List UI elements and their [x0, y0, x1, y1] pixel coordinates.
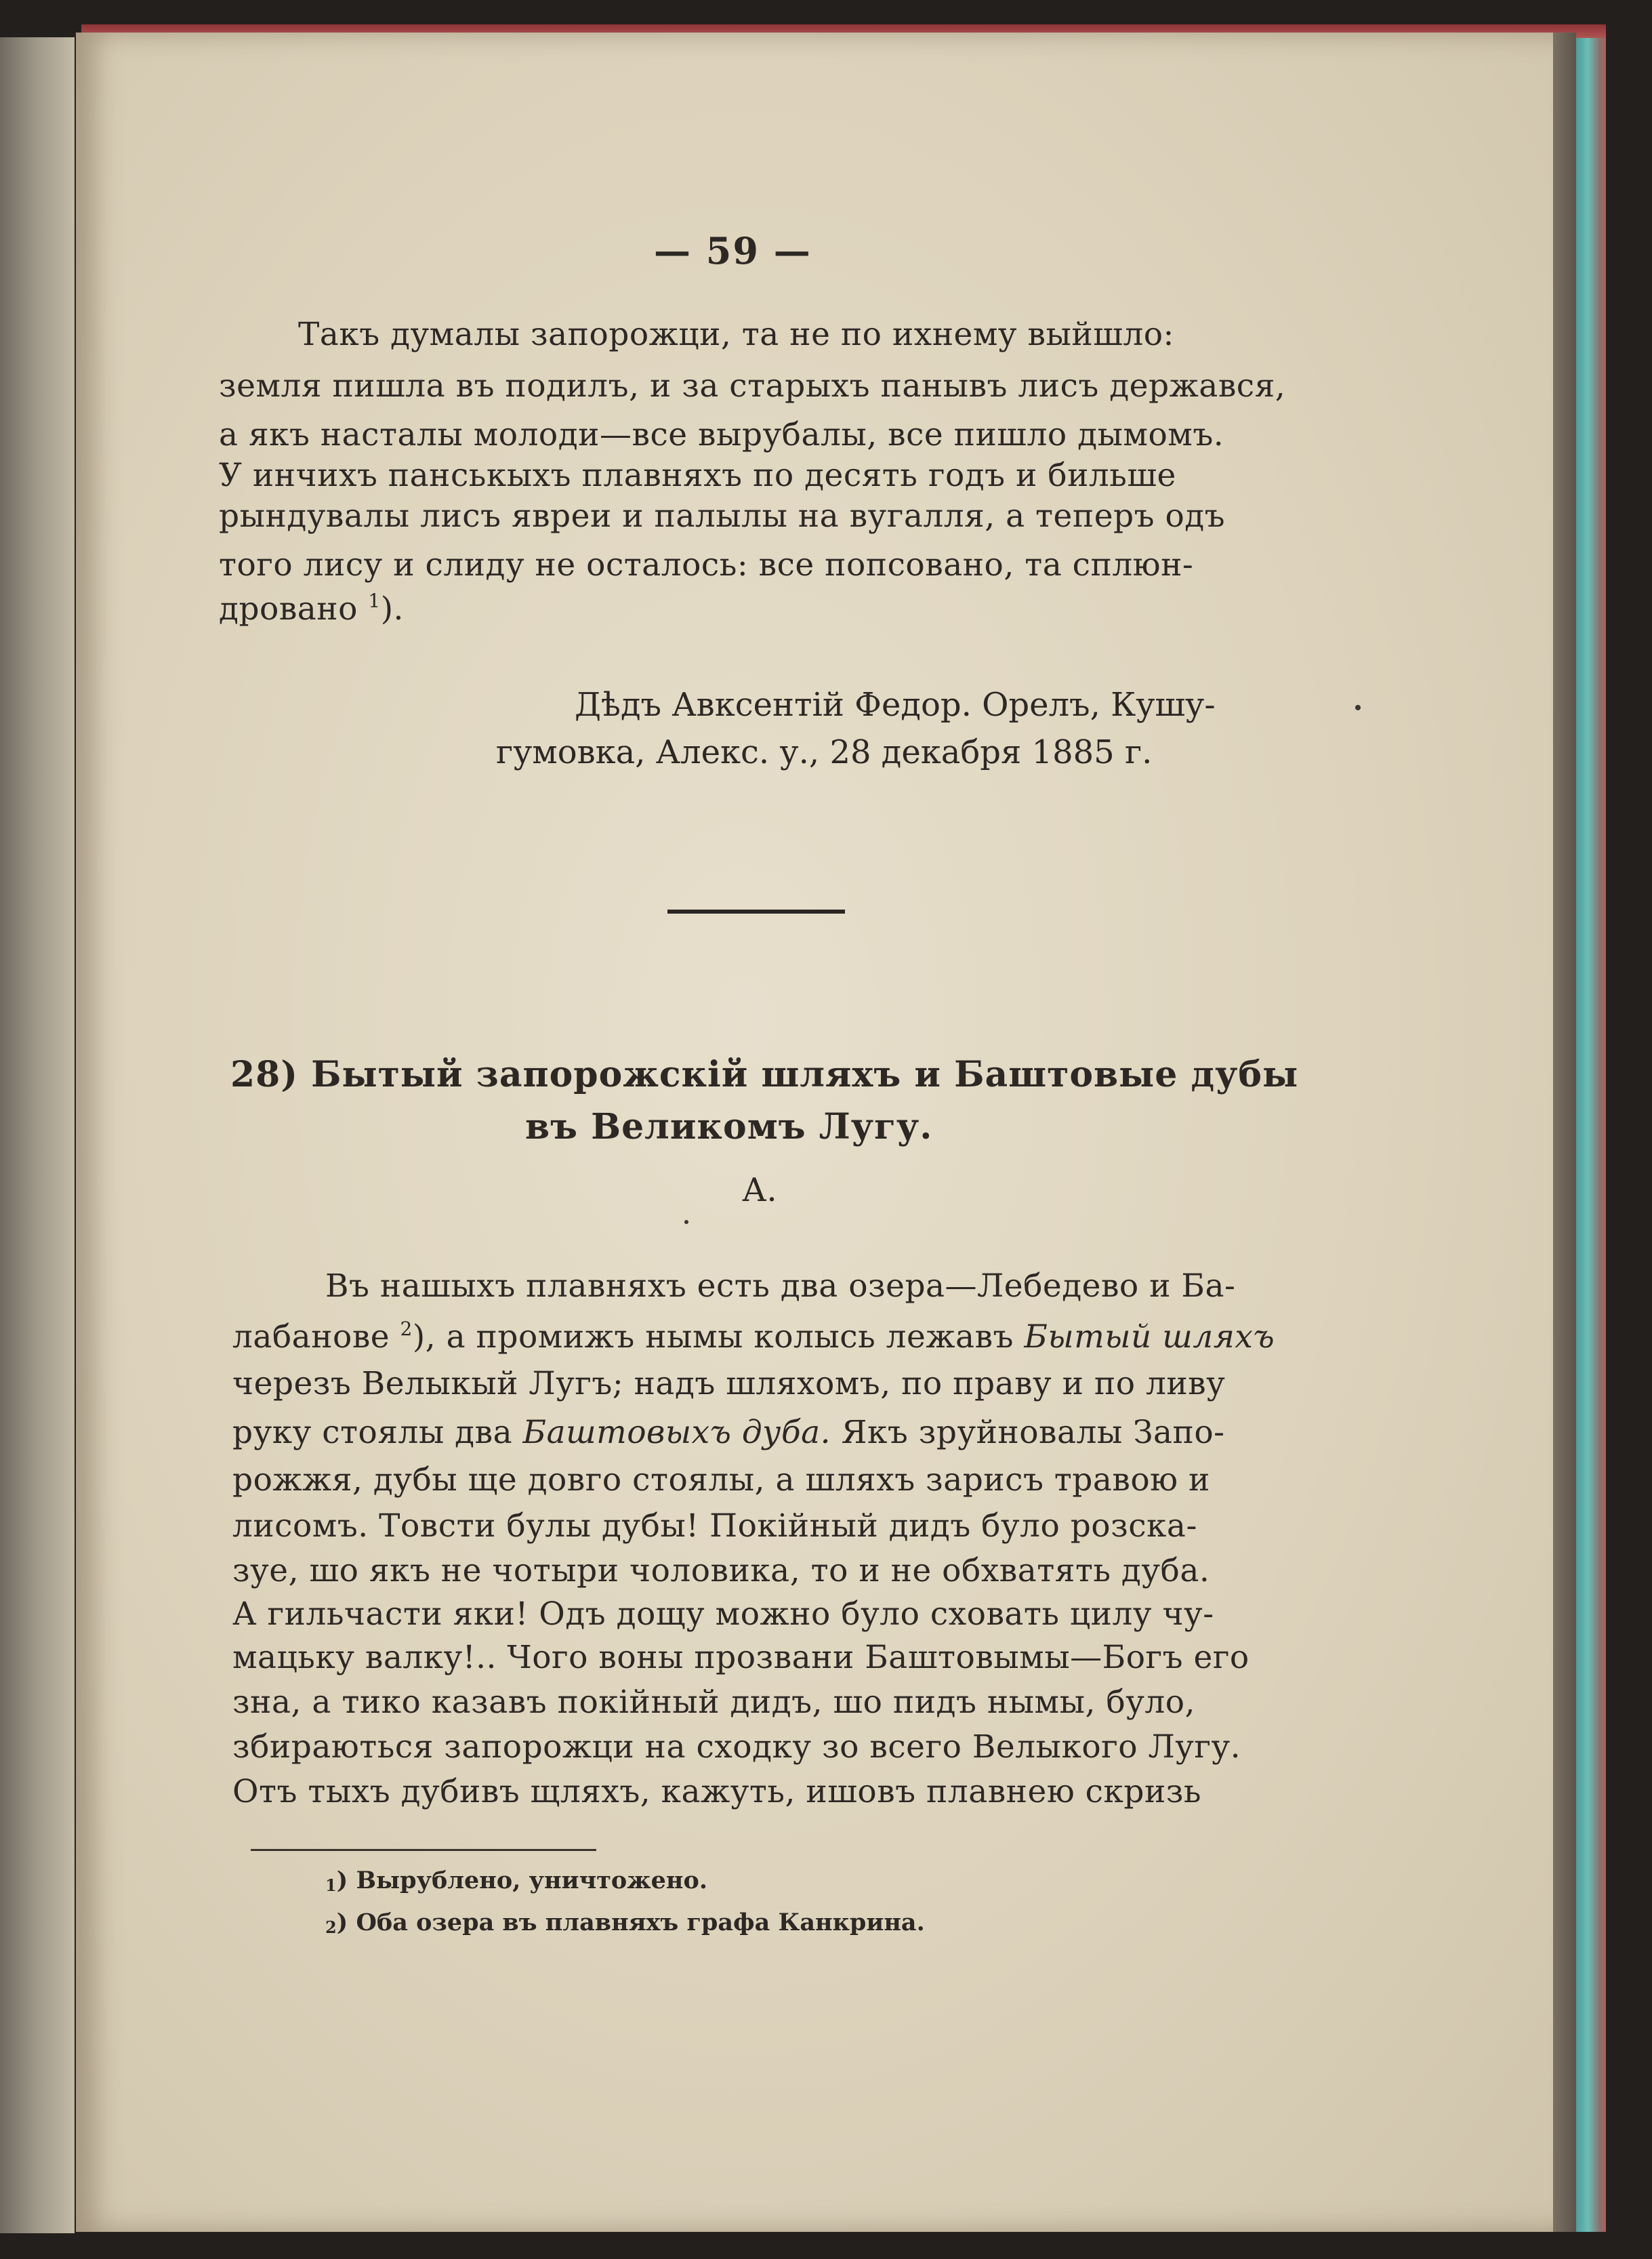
text-line: рындувалы лисъ явреи и палылы на вугалля, а теперъ одъ — [219, 497, 1226, 535]
text-fragment: руку стоялы два — [232, 1414, 523, 1451]
section-subheading: А. — [742, 1171, 777, 1209]
footnote — [325, 1909, 925, 1937]
footnote-divider — [251, 1849, 596, 1851]
text-line: У инчихъ панськыхъ плавняхъ по десять годъ и бильше — [219, 457, 1176, 494]
italic-term: Баштовыхъ дуба. — [522, 1414, 831, 1451]
text-line: Такъ думалы запорожци, та не по ихнему выйшло: — [298, 316, 1174, 353]
section-divider — [667, 910, 845, 914]
text-line: черезъ Велыкый Лугъ; надъ шляхомъ, по праву и по ливу — [232, 1365, 1226, 1402]
text-line — [232, 1318, 1275, 1356]
footnote-text: ) Вырублено, уничтожено. — [336, 1867, 708, 1894]
text-line: мацьку валку!.. Чого воны прозвани Баштовымы—Богъ его — [232, 1639, 1250, 1676]
text-line: земля пишла въ подилъ, и за старыхъ панывъ лисъ держався, — [219, 367, 1286, 405]
text-line: Отъ тыхъ дубивъ щляхъ, кажуть, ишовъ плавнею скризь — [232, 1773, 1202, 1810]
text-line: Въ нашыхъ плавняхъ есть два озера—Лебедево и Ба- — [325, 1267, 1236, 1305]
text-line: збираються запорожци на сходку зо всего Велыкого Лугу. — [232, 1728, 1241, 1766]
text-fragment: ). — [380, 590, 404, 628]
paper-speck — [684, 1220, 688, 1224]
text-fragment: ), а промижъ нымы колысь лежавъ — [412, 1318, 1025, 1356]
text-line: зна, а тико казавъ покійный дидъ, шо пидъ нымы, було, — [232, 1684, 1195, 1721]
signature-line: Дѣдъ Авксентій Федор. Орелъ, Кушу- — [575, 686, 1216, 724]
paper-speck — [1355, 705, 1361, 710]
text-line: зуе, шо якъ не чотыри чоловика, то и не обхватять дуба. — [232, 1552, 1210, 1589]
footnote-reference: 2 — [400, 1318, 413, 1340]
text-line: лисомъ. Товсти булы дубы! Покійный дидъ було розска- — [232, 1507, 1197, 1545]
page-number: — 59 — — [654, 229, 812, 272]
text-line — [232, 1414, 1225, 1451]
text-fragment: лабанове — [232, 1318, 400, 1356]
footnote-reference: 1 — [368, 590, 381, 612]
text-line-last — [219, 590, 404, 628]
text-line: а якъ насталы молоди—все вырубалы, все пишло дымомъ. — [219, 416, 1224, 453]
book-cover-edge — [1576, 38, 1606, 2232]
text-line: А гильчасти яки! Одъ дощу можно було сховать цилу чу- — [232, 1595, 1214, 1633]
text-fragment: Якъ зруйновалы Запо- — [831, 1414, 1225, 1451]
section-heading: 28) Бытый запорожскій шляхъ и Баштовые дубы — [230, 1054, 1299, 1095]
left-page-edge — [0, 37, 75, 2233]
section-heading: въ Великомъ Лугу. — [525, 1106, 933, 1147]
footnote — [325, 1867, 707, 1895]
footnote-marker: 2 — [325, 1917, 337, 1937]
signature-line: гумовка, Алекс. у., 28 декабря 1885 г. — [496, 733, 1153, 771]
page-stack-edge — [1553, 33, 1576, 2232]
footnote-text: ) Оба озера въ плавняхъ графа Канкрина. — [336, 1909, 925, 1936]
text-fragment: дровано — [219, 590, 358, 628]
italic-term: Бытый шляхъ — [1024, 1318, 1275, 1356]
text-line: рожжя, дубы ще довго стоялы, а шляхъ зарисъ травою и — [232, 1461, 1210, 1499]
footnote-marker: 1 — [325, 1875, 337, 1895]
text-line: того лису и слиду не осталось: все попсовано, та сплюн- — [219, 546, 1194, 584]
